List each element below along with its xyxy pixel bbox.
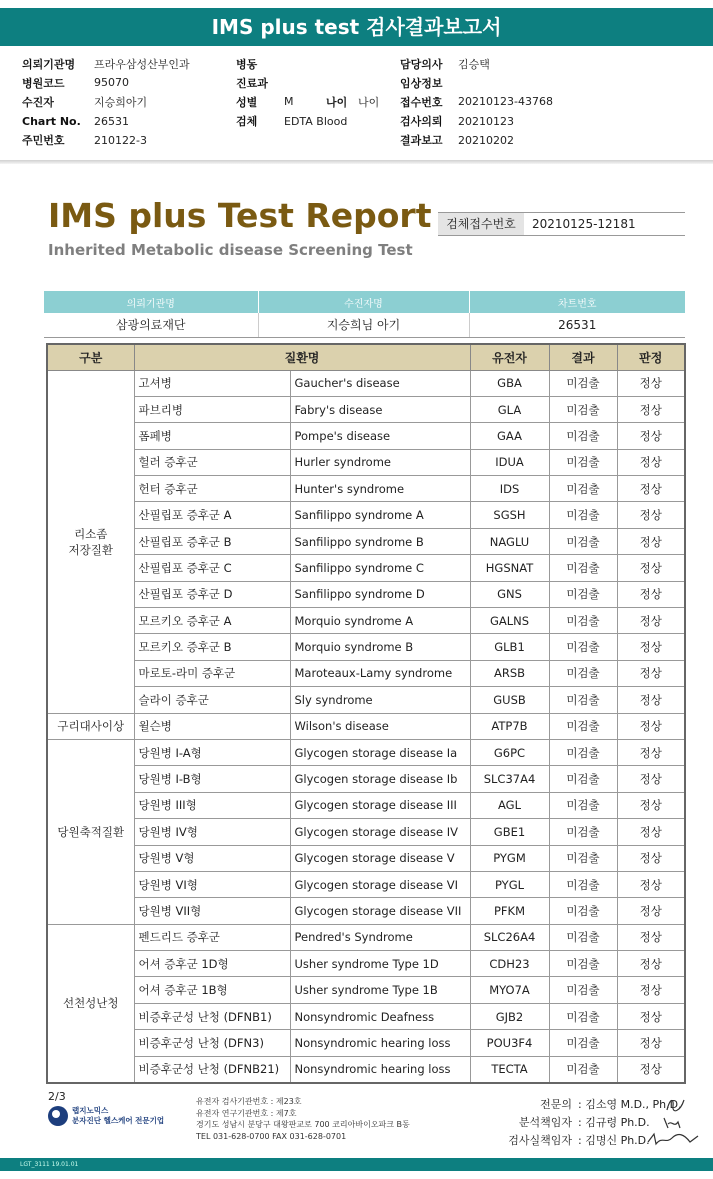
info-column-3 [400, 54, 553, 150]
disease-english-cell: Morquio syndrome B [290, 634, 470, 660]
judgement-cell: 정상 [617, 924, 685, 950]
disease-english-cell: Glycogen storage disease VI [290, 871, 470, 897]
judgement-cell: 정상 [617, 423, 685, 449]
info-column-2 [236, 54, 379, 131]
disease-english-cell: Hurler syndrome [290, 449, 470, 475]
gene-cell: PYGL [470, 871, 549, 897]
results-header: 유전자 [470, 344, 549, 370]
info-label: 담당의사 [400, 57, 443, 71]
gene-cell: GALNS [470, 608, 549, 634]
result-cell: 미검출 [549, 792, 617, 818]
institution-line: 유전자 연구기관번호 : 제7호 [196, 1108, 297, 1118]
result-cell: 미검출 [549, 634, 617, 660]
judgement-cell: 정상 [617, 396, 685, 422]
table-row [47, 1056, 685, 1082]
result-cell: 미검출 [549, 924, 617, 950]
result-cell: 미검출 [549, 608, 617, 634]
age-value: 나이 [358, 95, 380, 109]
table-row [47, 476, 685, 502]
judgement-cell: 정상 [617, 898, 685, 924]
table-row [47, 528, 685, 554]
table-row [47, 766, 685, 792]
result-cell: 미검출 [549, 1030, 617, 1056]
gene-cell: HGSNAT [470, 555, 549, 581]
disease-korean-cell: 폼페병 [134, 423, 290, 449]
disease-english-cell: Glycogen storage disease III [290, 792, 470, 818]
info-value: 20210202 [458, 133, 514, 147]
section-divider [0, 160, 713, 164]
judgement-cell: 정상 [617, 977, 685, 1003]
disease-korean-cell: 파브리병 [134, 396, 290, 422]
judgement-cell: 정상 [617, 528, 685, 554]
gene-cell: ATP7B [470, 713, 549, 739]
gene-cell: GAA [470, 423, 549, 449]
disease-korean-cell: 당원병 III형 [134, 792, 290, 818]
disease-english-cell: Glycogen storage disease Ib [290, 766, 470, 792]
judgement-cell: 정상 [617, 713, 685, 739]
result-cell: 미검출 [549, 660, 617, 686]
disease-korean-cell: 모르키오 증후군 B [134, 634, 290, 660]
result-cell: 미검출 [549, 423, 617, 449]
judgement-cell: 정상 [617, 476, 685, 502]
table-row [47, 845, 685, 871]
table-row [47, 449, 685, 475]
result-cell: 미검출 [549, 502, 617, 528]
patient-table-header: 의뢰기관명 [44, 291, 258, 313]
signer-role: 전문의 [540, 1098, 572, 1111]
patient-table-header: 수진자명 [258, 291, 469, 313]
judgement-cell: 정상 [617, 1056, 685, 1082]
disease-korean-cell: 산필립포 증후군 D [134, 581, 290, 607]
disease-korean-cell: 당원병 I-A형 [134, 739, 290, 765]
gene-cell: SLC26A4 [470, 924, 549, 950]
table-row [47, 819, 685, 845]
disease-korean-cell: 헌터 증후군 [134, 476, 290, 502]
receipt-number-box [438, 212, 685, 236]
signer-name: : 김명신 Ph.D. [578, 1134, 650, 1147]
judgement-cell: 정상 [617, 819, 685, 845]
category-cell: 당원축적질환 [47, 739, 134, 924]
gene-cell: PYGM [470, 845, 549, 871]
info-label: 수진자 [22, 95, 54, 109]
disease-english-cell: Usher syndrome Type 1B [290, 977, 470, 1003]
disease-english-cell: Nonsyndromic Deafness [290, 1003, 470, 1029]
info-label: 성별 [236, 95, 258, 109]
disease-korean-cell: 당원병 I-B형 [134, 766, 290, 792]
patient-table-cell: 삼광의료재단 [44, 313, 258, 337]
institution-line: 경기도 성남시 분당구 대왕판교로 700 코리아바이오파크 B동 [196, 1120, 410, 1129]
info-label: 결과보고 [400, 134, 443, 148]
logo-line: 랩지노믹스 [72, 1106, 109, 1115]
result-cell: 미검출 [549, 370, 617, 396]
judgement-cell: 정상 [617, 1030, 685, 1056]
gene-cell: IDUA [470, 449, 549, 475]
gene-cell: SGSH [470, 502, 549, 528]
disease-english-cell: Sanfilippo syndrome A [290, 502, 470, 528]
gene-cell: GBA [470, 370, 549, 396]
table-row [47, 660, 685, 686]
table-row [47, 396, 685, 422]
table-row [47, 423, 685, 449]
result-cell: 미검출 [549, 555, 617, 581]
results-table [46, 343, 686, 1084]
results-header: 결과 [549, 344, 617, 370]
disease-korean-cell: 당원병 IV형 [134, 819, 290, 845]
table-row [47, 871, 685, 897]
judgement-cell: 정상 [617, 660, 685, 686]
info-label: 의뢰기관명 [22, 57, 76, 71]
table-row [47, 687, 685, 713]
patient-table-cell: 지승희님 아기 [258, 313, 469, 337]
disease-english-cell: Sly syndrome [290, 687, 470, 713]
info-label: 검체 [236, 115, 258, 129]
judgement-cell: 정상 [617, 687, 685, 713]
results-header: 판정 [617, 344, 685, 370]
disease-korean-cell: 펜드리드 증후군 [134, 924, 290, 950]
judgement-cell: 정상 [617, 766, 685, 792]
disease-english-cell: Glycogen storage disease VII [290, 898, 470, 924]
report-footer [0, 1088, 713, 1158]
patient-table-cell: 26531 [469, 313, 685, 337]
result-cell: 미검출 [549, 713, 617, 739]
disease-korean-cell: 윌슨병 [134, 713, 290, 739]
table-row [47, 739, 685, 765]
judgement-cell: 정상 [617, 449, 685, 475]
disease-korean-cell: 헐러 증후군 [134, 449, 290, 475]
disease-english-cell: Hunter's syndrome [290, 476, 470, 502]
gene-cell: CDH23 [470, 951, 549, 977]
disease-english-cell: Morquio syndrome A [290, 608, 470, 634]
info-column-1 [22, 54, 190, 150]
disease-korean-cell: 산필립포 증후군 A [134, 502, 290, 528]
patient-table-header: 차트번호 [469, 291, 685, 313]
gene-cell: ARSB [470, 660, 549, 686]
gene-cell: SLC37A4 [470, 766, 549, 792]
result-cell: 미검출 [549, 766, 617, 792]
disease-korean-cell: 산필립포 증후군 B [134, 528, 290, 554]
signer-name: : 김규령 Ph.D. [578, 1116, 650, 1129]
gene-cell: GJB2 [470, 1003, 549, 1029]
disease-english-cell: Glycogen storage disease IV [290, 819, 470, 845]
info-label: 접수번호 [400, 95, 443, 109]
gene-cell: GLB1 [470, 634, 549, 660]
receipt-value: 20210125-12181 [532, 217, 636, 231]
disease-english-cell: Fabry's disease [290, 396, 470, 422]
results-header: 질환명 [134, 344, 470, 370]
institution-info [196, 1096, 410, 1142]
report-subtitle: Inherited Metabolic disease Screening Test [48, 241, 413, 259]
disease-english-cell: Usher syndrome Type 1D [290, 951, 470, 977]
signer-role: 분석책임자 [518, 1116, 572, 1129]
disease-english-cell: Sanfilippo syndrome C [290, 555, 470, 581]
table-row [47, 502, 685, 528]
judgement-cell: 정상 [617, 502, 685, 528]
table-row [47, 951, 685, 977]
signer-name: : 김소영 M.D., Ph.D. [578, 1098, 682, 1111]
info-value: M [284, 95, 294, 109]
result-cell: 미검출 [549, 396, 617, 422]
info-label: 병동 [236, 57, 258, 71]
judgement-cell: 정상 [617, 871, 685, 897]
form-code-bar: LGT_3111 19.01.01 [0, 1158, 713, 1171]
category-cell: 구리대사이상 [47, 713, 134, 739]
table-row [47, 608, 685, 634]
report-banner: IMS plus test 검사결과보고서 [0, 8, 713, 46]
page-number: 2/3 [48, 1090, 66, 1103]
disease-korean-cell: 모르키오 증후군 A [134, 608, 290, 634]
disease-korean-cell: 당원병 V형 [134, 845, 290, 871]
result-cell: 미검출 [549, 951, 617, 977]
judgement-cell: 정상 [617, 555, 685, 581]
judgement-cell: 정상 [617, 370, 685, 396]
info-value: EDTA Blood [284, 114, 348, 128]
disease-english-cell: Wilson's disease [290, 713, 470, 739]
disease-english-cell: Nonsyndromic hearing loss [290, 1030, 470, 1056]
info-value: 20210123 [458, 114, 514, 128]
signature-mark-icon [664, 1096, 688, 1114]
gene-cell: MYO7A [470, 977, 549, 1003]
disease-korean-cell: 비증후군성 난청 (DFNB1) [134, 1003, 290, 1029]
info-value: 95070 [94, 76, 129, 90]
info-label: 진료과 [236, 76, 268, 90]
disease-korean-cell: 어셔 증후군 1D형 [134, 951, 290, 977]
logo-text [72, 1106, 164, 1126]
judgement-cell: 정상 [617, 581, 685, 607]
result-cell: 미검출 [549, 977, 617, 1003]
table-row [47, 898, 685, 924]
info-label: 주민번호 [22, 134, 65, 148]
gene-cell: TECTA [470, 1056, 549, 1082]
result-cell: 미검출 [549, 898, 617, 924]
result-cell: 미검출 [549, 871, 617, 897]
table-row [47, 924, 685, 950]
judgement-cell: 정상 [617, 608, 685, 634]
info-value: 210122-3 [94, 133, 147, 147]
table-row [47, 581, 685, 607]
result-cell: 미검출 [549, 739, 617, 765]
info-value: 김승택 [458, 57, 490, 71]
disease-english-cell: Pendred's Syndrome [290, 924, 470, 950]
table-row [47, 634, 685, 660]
category-cell: 리소좀 저장질환 [47, 370, 134, 713]
gene-cell: POU3F4 [470, 1030, 549, 1056]
disease-korean-cell: 어셔 증후군 1B형 [134, 977, 290, 1003]
signature-mark-icon [646, 1130, 700, 1148]
judgement-cell: 정상 [617, 634, 685, 660]
table-row [47, 555, 685, 581]
disease-korean-cell: 비증후군성 난청 (DFNB21) [134, 1056, 290, 1082]
gene-cell: GUSB [470, 687, 549, 713]
table-row [47, 977, 685, 1003]
judgement-cell: 정상 [617, 1003, 685, 1029]
info-label: 병원코드 [22, 76, 65, 90]
results-header: 구분 [47, 344, 134, 370]
report-title: IMS plus Test Report [48, 196, 432, 235]
signer-role: 검사실책임자 [508, 1134, 572, 1147]
disease-english-cell: Nonsyndromic hearing loss [290, 1056, 470, 1082]
info-value: 26531 [94, 114, 129, 128]
table-row [47, 792, 685, 818]
info-label: Chart No. [22, 114, 81, 128]
logo-mark-icon [48, 1106, 68, 1126]
company-logo [48, 1106, 164, 1126]
logo-line: 분자진단 헬스케어 전문기업 [72, 1116, 165, 1125]
institution-line: TEL 031-628-0700 FAX 031-628-0701 [196, 1131, 347, 1141]
info-label: 검사의뢰 [400, 115, 443, 129]
gene-cell: NAGLU [470, 528, 549, 554]
category-cell: 선천성난청 [47, 924, 134, 1082]
result-cell: 미검출 [549, 819, 617, 845]
gene-cell: AGL [470, 792, 549, 818]
disease-korean-cell: 산필립포 증후군 C [134, 555, 290, 581]
institution-line: 유전자 검사기관번호 : 제23호 [196, 1097, 302, 1106]
disease-english-cell: Maroteaux-Lamy syndrome [290, 660, 470, 686]
judgement-cell: 정상 [617, 739, 685, 765]
info-value: 지승희아기 [94, 95, 148, 109]
result-cell: 미검출 [549, 845, 617, 871]
gene-cell: GNS [470, 581, 549, 607]
disease-korean-cell: 당원병 VI형 [134, 871, 290, 897]
disease-english-cell: Pompe's disease [290, 423, 470, 449]
judgement-cell: 정상 [617, 845, 685, 871]
result-cell: 미검출 [549, 1056, 617, 1082]
disease-english-cell: Sanfilippo syndrome B [290, 528, 470, 554]
disease-korean-cell: 슬라이 증후군 [134, 687, 290, 713]
disease-english-cell: Glycogen storage disease Ia [290, 739, 470, 765]
gene-cell: GBE1 [470, 819, 549, 845]
judgement-cell: 정상 [617, 792, 685, 818]
receipt-label: 검체접수번호 [438, 213, 524, 235]
judgement-cell: 정상 [617, 951, 685, 977]
result-cell: 미검출 [549, 581, 617, 607]
disease-english-cell: Gaucher's disease [290, 370, 470, 396]
disease-korean-cell: 고셔병 [134, 370, 290, 396]
disease-korean-cell: 당원병 VII형 [134, 898, 290, 924]
info-label: 임상정보 [400, 76, 443, 90]
info-value: 프라우삼성산부인과 [94, 57, 190, 71]
result-cell: 미검출 [549, 687, 617, 713]
disease-english-cell: Glycogen storage disease V [290, 845, 470, 871]
age-label: 나이 [326, 95, 348, 109]
result-cell: 미검출 [549, 476, 617, 502]
table-row [47, 713, 685, 739]
disease-korean-cell: 비증후군성 난청 (DFN3) [134, 1030, 290, 1056]
table-row [47, 370, 685, 396]
gene-cell: IDS [470, 476, 549, 502]
gene-cell: PFKM [470, 898, 549, 924]
disease-korean-cell: 마로토-라미 증후군 [134, 660, 290, 686]
table-row [47, 1030, 685, 1056]
result-cell: 미검출 [549, 1003, 617, 1029]
disease-english-cell: Sanfilippo syndrome D [290, 581, 470, 607]
gene-cell: GLA [470, 396, 549, 422]
gene-cell: G6PC [470, 739, 549, 765]
info-value: 20210123-43768 [458, 95, 553, 109]
result-cell: 미검출 [549, 449, 617, 475]
patient-info-block [22, 54, 713, 150]
result-cell: 미검출 [549, 528, 617, 554]
patient-summary-table [44, 291, 685, 338]
table-row [47, 1003, 685, 1029]
